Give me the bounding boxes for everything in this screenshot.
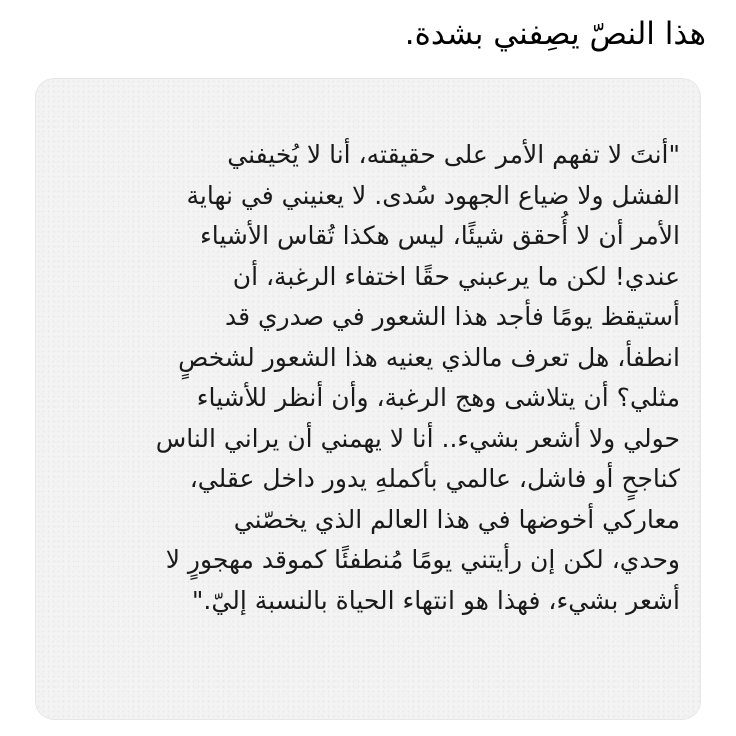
quote-card — [36, 79, 700, 719]
quote-line: الفشل ولا ضياع الجهود سُدى. لا يعنيني في نهاية — [186, 180, 680, 210]
quote-line: الأمر أن لا أُحقق شيئًا، ليس هكذا تُقاس الأشياء — [199, 221, 680, 250]
quote-line: وحدي، لكن إن رأيتني يومًا مُنطفئًا كموقد مهجورٍ لا — [165, 545, 680, 574]
quote-line: حولي ولا أشعر بشيء.. أنا لا يهمني أن يراني الناس — [155, 423, 680, 453]
quote-line: كناجحٍ أو فاشل، عالمي بأكملهِ يدور داخل عقلي، — [189, 464, 680, 493]
post-caption: هذا النصّ يصِفني بشدة. — [404, 16, 706, 52]
quote-line: انطفأ، هل تعرف مالذي يعنيه هذا الشعور لشخصٍ — [178, 342, 680, 372]
quote-line: "أنتَ لا تفهم الأمر على حقيقته، أنا لا يُخيفني — [227, 140, 680, 169]
quote-line: معاركي أخوضها في هذا العالم الذي يخصّني — [233, 504, 680, 534]
quote-line: عندي! لكن ما يرعبني حقًا اختفاء الرغبة، أن — [232, 261, 680, 291]
quote-line: أستيقظ يومًا فأجد هذا الشعور في صدري قد — [224, 302, 680, 331]
quote-line: أشعر بشيء، فهذا هو انتهاء الحياة بالنسبة إليّ." — [191, 585, 680, 615]
quote-text — [56, 135, 680, 621]
quote-line: مثلي؟ أن يتلاشى وهج الرغبة، وأن أنظر للأشياء — [196, 383, 680, 412]
